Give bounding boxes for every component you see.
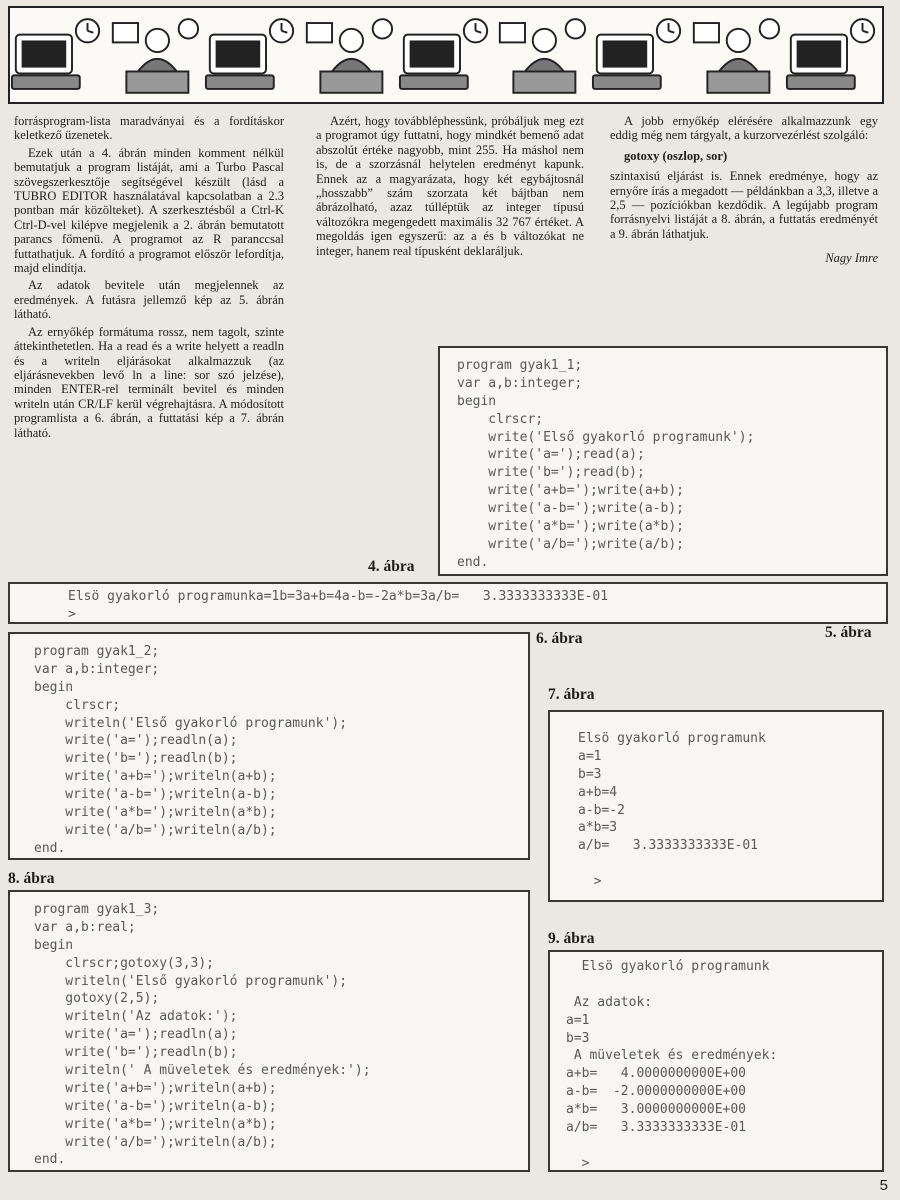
code-line: Elsö gyakorló programunk — [566, 959, 770, 974]
code-line: write('a-b=');writeln(a-b); — [34, 787, 277, 803]
figure-6-caption: 6. ábra — [536, 630, 583, 647]
figure-6-listing — [8, 632, 530, 860]
computer-clock-illustration — [204, 12, 301, 98]
code-line: program gyak1_3; — [34, 902, 160, 917]
figure-8-listing — [8, 890, 530, 1172]
figure-7-screen — [548, 710, 884, 902]
code-line: write('b=');readln(b); — [34, 1045, 238, 1061]
code-line: a+b=4 — [578, 784, 618, 800]
code-line: begin — [34, 679, 74, 695]
figure-5-caption: 5. ábra — [825, 624, 872, 641]
code-line: a*b=3 — [578, 820, 618, 836]
person-at-desk-illustration — [107, 12, 204, 98]
code-line: write('a*b=');writeln(a*b); — [34, 805, 277, 821]
figure-8-caption: 8. ábra — [8, 870, 55, 887]
figure-7-caption: 7. ábra — [548, 686, 595, 703]
code-line: > — [68, 606, 76, 622]
computer-clock-illustration — [591, 12, 688, 98]
code-line — [566, 976, 777, 994]
code-line: Az adatok: — [566, 994, 653, 1010]
code-line: a=1 — [566, 1012, 590, 1028]
figure-4-caption: 4. ábra — [368, 558, 415, 575]
text-column-2 — [316, 114, 584, 261]
paragraph: Az ernyőkép formátuma rossz, nem tagolt, szinte áttekinthetetlen. Ha a read és a write helyett a readln és a writeln eljárásokat alkalmazzuk (az eljárásnevekben levő ln a line: sor szó jelzése), minden ENTER-rel terminált bevitel és minden writeln után CR/LF kerül végrehajtásra. A módosított programlista a 6. ábrán, a futtatási kép a 7. ábrán látható. — [14, 324, 284, 440]
code-line: write('a-b=');write(a-b); — [457, 501, 684, 517]
code-line: writeln('Első gyakorló programunk'); — [34, 715, 348, 731]
page-number: 5 — [879, 1177, 888, 1194]
code-lines — [34, 901, 371, 1169]
screen-lines — [566, 958, 777, 1173]
figure-4-listing — [438, 346, 888, 576]
person-at-desk-illustration — [494, 12, 591, 98]
code-line: writeln('Első gyakorló programunk'); — [34, 973, 348, 989]
code-line: > — [578, 874, 602, 890]
code-line: gotoxy(2,5); — [34, 991, 160, 1007]
code-line: a-b= -2.0000000000E+00 — [566, 1084, 747, 1100]
code-line: a/b= 3.3333333333E-01 — [566, 1120, 747, 1136]
code-line: var a,b:integer; — [34, 661, 160, 677]
code-line: program gyak1_2; — [34, 644, 160, 659]
code-line: end. — [34, 1152, 66, 1168]
code-line: write('a/b=');writeln(a/b); — [34, 1134, 277, 1150]
code-line: write('a+b=');writeln(a+b); — [34, 1080, 277, 1096]
figure-9-caption: 9. ábra — [548, 930, 595, 947]
code-line: a/b= 3.3333333333E-01 — [578, 838, 759, 854]
code-line: write('b=');readln(b); — [34, 751, 238, 767]
decorative-banner — [8, 6, 884, 104]
code-line — [578, 855, 766, 873]
code-line: b=3 — [578, 766, 602, 782]
code-line: program gyak1_1; — [457, 358, 583, 373]
code-line: write('a+b=');writeln(a+b); — [34, 769, 277, 785]
code-line — [566, 1137, 777, 1155]
code-line: write('a+b=');write(a+b); — [457, 483, 684, 499]
code-line: write('b=');read(b); — [457, 465, 645, 481]
code-line: > — [566, 1155, 590, 1171]
code-line: clrscr;gotoxy(3,3); — [34, 955, 215, 971]
paragraph: Azért, hogy továbbléphessünk, próbáljuk meg ezt a programot úgy futtatni, hogy mindkét bemenő adat abszolút értéke nagyobb, mint 255. Ha máshol nem is, de a szorzásnál helytelen eredményt kapunk. Ennek az a magyarázata, hogy két egybájtosnál „hosszabb” szám szorzata két bájtban nem ábrázolható, azaz túlléptük az integer típusú változókra megengedett maximális 32 767 értéket. A megoldás igen egyszerű: az a és b változókat ne integer, hanem real típusként deklaráljuk. — [316, 114, 584, 258]
person-at-desk-illustration — [688, 12, 785, 98]
code-line: a*b= 3.0000000000E+00 — [566, 1102, 747, 1118]
computer-clock-illustration — [10, 12, 107, 98]
code-line: Elsö gyakorló programunk — [578, 731, 766, 746]
computer-clock-illustration — [398, 12, 495, 98]
code-line: clrscr; — [457, 411, 544, 427]
code-line: write('a-b=');writeln(a-b); — [34, 1098, 277, 1114]
code-lines — [457, 357, 754, 572]
code-line: write('a*b=');writeln(a*b); — [34, 1116, 277, 1132]
code-line: begin — [457, 393, 497, 409]
paragraph: Az adatok bevitele után megjelennek az eredmények. A futásra jellemző kép az 5. ábrán látható. — [14, 278, 284, 322]
code-line: write('a=');readln(a); — [34, 1027, 238, 1043]
screen-lines — [68, 588, 608, 624]
code-line: write('a=');read(a); — [457, 447, 645, 463]
code-line: write('a/b=');write(a/b); — [457, 536, 684, 552]
code-line: b=3 — [566, 1030, 590, 1046]
author-signature: Nagy Imre — [825, 251, 878, 266]
code-line: a-b=-2 — [578, 802, 625, 818]
code-line: write('a=');readln(a); — [34, 733, 238, 749]
code-line: clrscr; — [34, 697, 121, 713]
code-line: writeln(' A müveletek és eredmények:'); — [34, 1063, 371, 1079]
figure-9-screen — [548, 950, 884, 1172]
screen-lines — [578, 730, 766, 891]
figure-5-screen — [8, 582, 888, 624]
computer-clock-illustration — [785, 12, 882, 98]
code-line: var a,b:integer; — [457, 375, 583, 391]
code-line: writeln('Az adatok:'); — [34, 1009, 238, 1025]
code-line: a+b= 4.0000000000E+00 — [566, 1066, 747, 1082]
text-column-3 — [610, 114, 878, 266]
code-line: a=1 — [578, 748, 602, 764]
code-line: Elsö gyakorló programunka=1b=3a+b=4a-b=-2a*b=3a/b= 3.3333333333E-01 — [68, 589, 609, 604]
code-line: var a,b:real; — [34, 919, 136, 935]
paragraph: forrásprogram-lista maradványai és a fordításkor keletkező üzenetek. — [14, 114, 284, 143]
code-line: begin — [34, 937, 74, 953]
code-line: end. — [457, 554, 489, 570]
syntax-line: gotoxy (oszlop, sor) — [624, 148, 728, 163]
paragraph: szintaxisú eljárást is. Ennek eredménye, hogy az ernyőre írás a megadott — példánkban a 3,3, illetve a 2,5 — pozíciókban kezdődik. A legújabb program forrásnyelvi listáját a 8. ábrán, a futtatás eredményét a 9. ábrán láthatjuk. — [610, 169, 878, 241]
code-line: A müveletek és eredmények: — [566, 1048, 778, 1064]
code-line: write('a*b=');write(a*b); — [457, 519, 684, 535]
code-line: write('a/b=');writeln(a/b); — [34, 822, 277, 838]
paragraph: Ezek után a 4. ábrán minden komment nélkül bemutatjuk a program listáját, ami a Turbo Pascal szövegszerkesztője segítségével készült (lásd a TUBRO EDITOR használatával kapcsolatban a 2.3 pontban már közölteket). A szerkesztésből a Ctrl-K Ctrl-D-vel kilépve megjelenik a 2. ábrán bemutatott parancs főmenü. A programot az R paranccsal futtathatjuk. A fordító a programot először lefordítja, majd elindítja. — [14, 145, 284, 276]
person-at-desk-illustration — [301, 12, 398, 98]
code-lines — [34, 643, 347, 858]
paragraph: A jobb ernyőkép elérésére alkalmazzunk egy eddig még nem tárgyalt, a kurzorvezérlést szolgáló: — [610, 114, 878, 143]
code-line: write('Első gyakorló programunk'); — [457, 429, 755, 445]
text-column-1 — [14, 114, 284, 443]
code-line: end. — [34, 840, 66, 856]
